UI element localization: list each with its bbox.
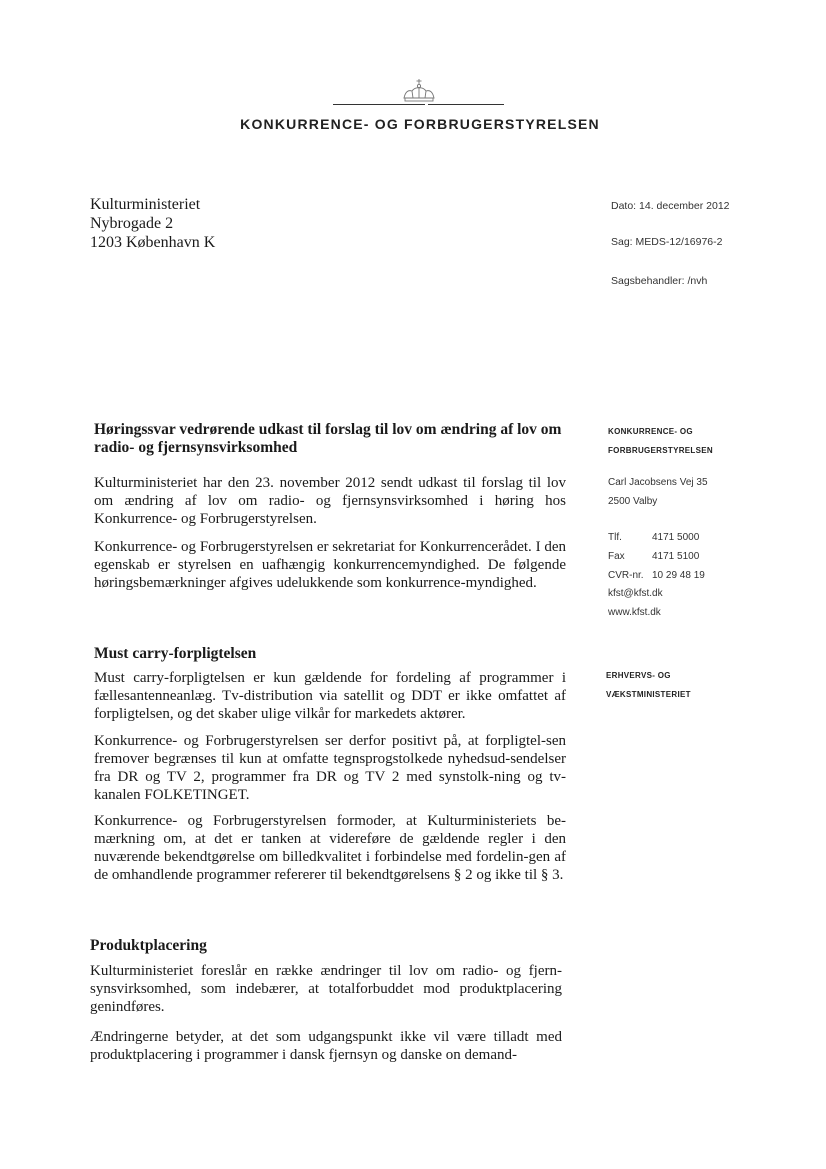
sidebar-org-line1: KONKURRENCE- OG <box>608 427 693 436</box>
date-field: Dato: 14. december 2012 <box>611 200 730 212</box>
cvr-label: CVR-nr. <box>608 570 644 581</box>
section-heading-must-carry: Must carry-forpligtelsen <box>94 645 257 662</box>
phone-label: Tlf. <box>608 532 622 543</box>
recipient-city: 1203 København K <box>90 234 216 251</box>
sidebar-ministry-line1: ERHVERVS- OG <box>606 671 671 680</box>
sidebar-fax <box>608 551 699 562</box>
letterhead-rule-left <box>333 104 425 105</box>
sidebar-email: kfst@kfst.dk <box>608 588 663 599</box>
case-number: Sag: MEDS-12/16976-2 <box>611 236 723 248</box>
paragraph-must-carry-3: Konkurrence- og Forbrugerstyrelsen formoder, at Kulturministeriets be-mærkning om, at det er tanken at videreføre de gældende regler i den nuværende bekendtgørelse om billedkvalitet i forbindelse med fordelin-gen af de omhandlende programmer refererer til bekendtgørelsens § 2 og ikke til § 3. <box>94 813 566 883</box>
letterhead-rule-right <box>428 104 504 105</box>
section-heading-product-placement: Produktplacering <box>90 937 207 954</box>
sidebar-website: www.kfst.dk <box>608 607 661 618</box>
fax-label: Fax <box>608 551 625 562</box>
sidebar-address-city: 2500 Valby <box>608 496 658 507</box>
letter-subject: Høringssvar vedrørende udkast til forslag til lov om ændring af lov om radio- og fjernsynsvirksomhed <box>94 421 562 456</box>
sidebar-phone <box>608 532 699 543</box>
royal-crown-icon <box>396 78 442 106</box>
paragraph-role: Konkurrence- og Forbrugerstyrelsen er sekretariat for Konkurrencerådet. I den egenskab er styrelsen en uafhængig konkurrencemyndighed. De følgende høringsbemærkninger afgives udelukkende som konkurrence-myndighed. <box>94 539 566 591</box>
recipient-street: Nybrogade 2 <box>90 215 174 232</box>
letterhead-org-name: KONKURRENCE- OG FORBRUGERSTYRELSEN <box>240 116 600 132</box>
sidebar-cvr <box>608 570 705 581</box>
paragraph-product-placement-2: Ændringerne betyder, at det som udgangspunkt ikke vil være tilladt med produktplacering i programmer i dansk fjernsyn og danske on demand- <box>90 1029 562 1063</box>
cvr-value: 10 29 48 19 <box>652 570 705 581</box>
sidebar-ministry-line2: VÆKSTMINISTERIET <box>606 690 691 699</box>
sidebar-org-line2: FORBRUGERSTYRELSEN <box>608 446 713 455</box>
recipient-address <box>90 195 215 252</box>
paragraph-intro: Kulturministeriet har den 23. november 2012 sendt udkast til forslag til lov om ændring af lov om radio- og fjernsynsvirksomhed i høring hos Konkurrence- og Forbrugerstyrelsen. <box>94 475 566 527</box>
fax-value: 4171 5100 <box>652 551 700 562</box>
phone-value: 4171 5000 <box>652 532 700 543</box>
paragraph-must-carry-2: Konkurrence- og Forbrugerstyrelsen ser derfor positivt på, at forpligtel-sen fremover begrænses til kun at omfatte tegnsprogstolkede nyhedsud-sendelser fra DR og TV 2, programmer fra DR og TV 2 med synstolk-ning og tv-kanalen FOLKETINGET. <box>94 733 566 803</box>
sidebar-address-street: Carl Jacobsens Vej 35 <box>608 477 708 488</box>
paragraph-product-placement-1: Kulturministeriet foreslår en række ændringer til lov om radio- og fjern-synsvirksomhed, som indebærer, at totalforbuddet mod produktplacering genindføres. <box>90 963 562 1015</box>
case-officer: Sagsbehandler: /nvh <box>611 275 708 287</box>
recipient-name: Kulturministeriet <box>90 196 201 213</box>
paragraph-must-carry-1: Must carry-forpligtelsen er kun gældende for fordeling af programmer i fællesantenneanlæg. Tv-distribution via satellit og DDT er ikke omfattet af forpligtelsen, og det skaber ulige vilkår for markedets aktører. <box>94 670 566 722</box>
